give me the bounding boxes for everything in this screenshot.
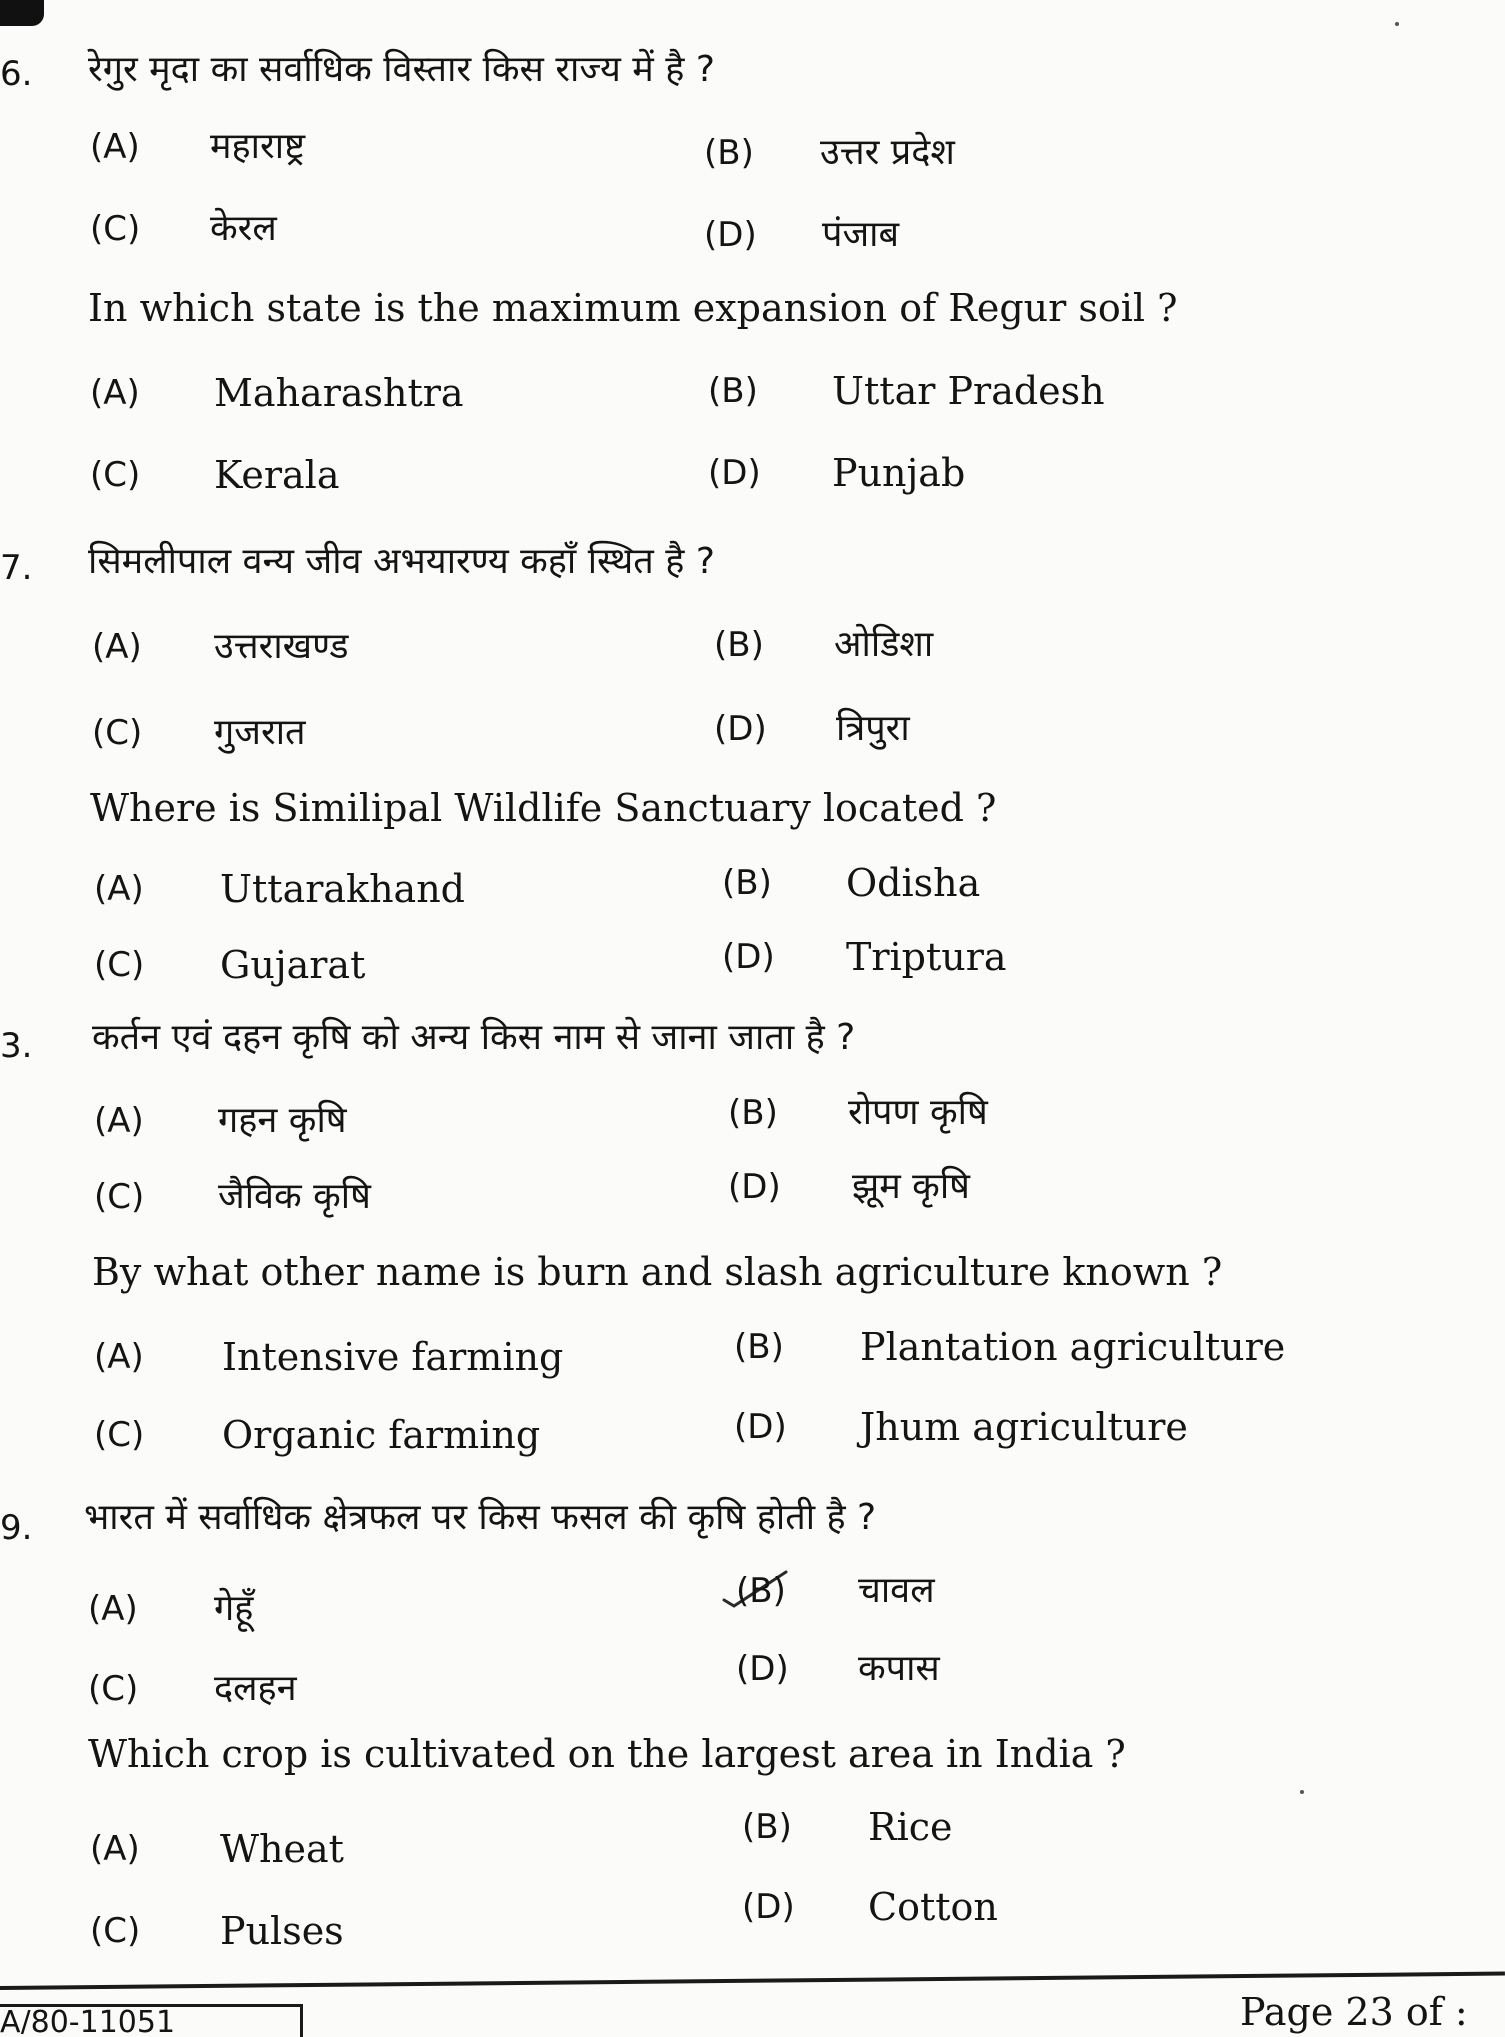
option-text: Plantation agriculture <box>860 1325 1286 1369</box>
option-text: उत्तर प्रदेश <box>820 132 955 173</box>
option-text: रोपण कृषि <box>848 1092 988 1133</box>
option-letter: (C) <box>94 1415 145 1455</box>
option-text: Rice <box>868 1805 953 1849</box>
question-text-english: Where is Similipal Wildlife Sanctuary located ? <box>90 786 997 830</box>
option-letter: (A) <box>90 1829 140 1869</box>
option-text: Cotton <box>868 1885 998 1929</box>
question-number: 6. <box>0 54 33 94</box>
option-text: Odisha <box>846 861 981 905</box>
option-text: Uttar Pradesh <box>832 369 1105 413</box>
option-letter: (B) <box>722 863 772 903</box>
option-text: उत्तराखण्ड <box>214 626 349 667</box>
option-letter: (C) <box>90 1911 141 1951</box>
question-number: 7. <box>0 548 33 588</box>
question-number: 9. <box>0 1508 33 1548</box>
option-letter: (A) <box>90 373 140 413</box>
option-letter: (A) <box>92 627 142 667</box>
corner-mark <box>0 0 44 26</box>
option-letter: (C) <box>90 209 141 249</box>
option-letter: (A) <box>94 869 144 909</box>
option-text: ओडिशा <box>834 624 934 665</box>
option-text: त्रिपुरा <box>836 708 910 749</box>
option-text: Intensive farming <box>222 1335 564 1379</box>
option-letter: (A) <box>94 1337 144 1377</box>
option-letter: (C) <box>94 1177 145 1217</box>
option-text: केरल <box>210 208 277 249</box>
question-text-hindi: भारत में सर्वाधिक क्षेत्रफल पर किस फसल की कृषि होती है ? <box>84 1497 877 1538</box>
option-letter: (D) <box>728 1167 781 1207</box>
option-letter: (B) <box>708 371 758 411</box>
option-text: झूम कृषि <box>852 1166 970 1207</box>
footer-rule <box>0 1972 1505 1990</box>
option-letter: (D) <box>734 1407 787 1447</box>
option-text: Jhum agriculture <box>860 1405 1188 1449</box>
option-letter: (A) <box>90 127 140 167</box>
option-text: जैविक कृषि <box>218 1176 371 1217</box>
option-letter: (D) <box>714 709 767 749</box>
question-text-hindi: कर्तन एवं दहन कृषि को अन्य किस नाम से जाना जाता है ? <box>92 1017 856 1058</box>
option-letter: (D) <box>736 1649 789 1689</box>
question-text-hindi: रेगुर मृदा का सर्वाधिक विस्तार किस राज्य में है ? <box>88 49 715 90</box>
option-text: कपास <box>858 1648 940 1689</box>
option-letter: (B) <box>728 1093 778 1133</box>
option-text: पंजाब <box>822 214 900 255</box>
option-letter: (C) <box>88 1669 139 1709</box>
speck <box>1300 1790 1304 1794</box>
option-letter: (B) <box>736 1571 786 1611</box>
option-letter: (D) <box>722 937 775 977</box>
option-letter: (D) <box>708 453 761 493</box>
option-letter: (A) <box>94 1101 144 1141</box>
question-text-english: By what other name is burn and slash agriculture known ? <box>92 1250 1223 1294</box>
option-text: गेहूँ <box>214 1588 254 1629</box>
option-letter: (D) <box>704 215 757 255</box>
option-text: Triptura <box>846 935 1007 979</box>
option-letter: (A) <box>88 1589 138 1629</box>
option-letter: (B) <box>704 133 754 173</box>
option-text: Organic farming <box>222 1413 541 1457</box>
option-text: दलहन <box>214 1668 297 1709</box>
option-text: Gujarat <box>220 943 366 987</box>
option-letter: (C) <box>94 945 145 985</box>
page-number: Page 23 of : <box>1240 1990 1468 2034</box>
option-text: Pulses <box>220 1909 344 1953</box>
question-text-english: In which state is the maximum expansion of Regur soil ? <box>88 286 1178 330</box>
option-text: Wheat <box>220 1827 344 1871</box>
option-text: Uttarakhand <box>220 867 465 911</box>
footer-code: A/80-11051 <box>0 2008 176 2034</box>
question-number: 3. <box>0 1026 33 1066</box>
option-text: Punjab <box>832 451 966 495</box>
option-text: चावल <box>858 1570 935 1611</box>
option-text: महाराष्ट्र <box>210 126 306 167</box>
option-letter: (B) <box>714 625 764 665</box>
option-text: Maharashtra <box>214 371 464 415</box>
option-letter: (B) <box>742 1807 792 1847</box>
option-letter: (B) <box>734 1327 784 1367</box>
option-text: गुजरात <box>214 712 306 753</box>
speck <box>1395 22 1399 26</box>
option-text: Kerala <box>214 453 340 497</box>
option-letter: (C) <box>92 713 143 753</box>
question-text-english: Which crop is cultivated on the largest area in India ? <box>88 1732 1126 1776</box>
option-letter: (C) <box>90 455 141 495</box>
option-text: गहन कृषि <box>218 1100 347 1141</box>
question-text-hindi: सिमलीपाल वन्य जीव अभयारण्य कहाँ स्थित है ? <box>88 541 715 582</box>
option-letter: (D) <box>742 1887 795 1927</box>
